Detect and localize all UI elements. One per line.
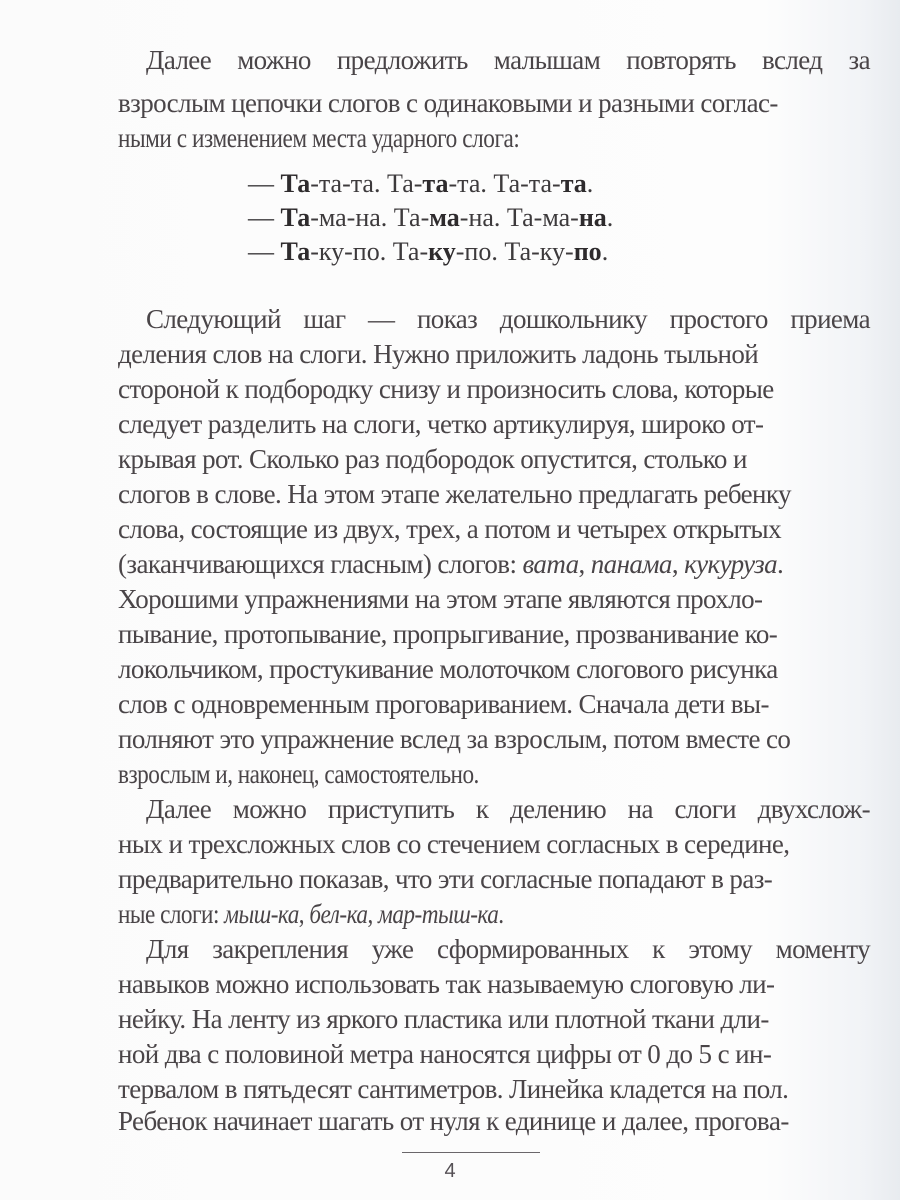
text-line: Следующий шаг — показ дошкольнику простого приема	[146, 304, 870, 334]
text-line: взрослым цепочки слогов с одинаковыми и разными соглас-	[118, 88, 778, 118]
example-word: панама	[590, 549, 672, 579]
text-line: следует разделить на слоги, четко артикулируя, широко от-	[118, 409, 764, 439]
text-line: ных и трехсложных слов со стечением согласных в середине,	[118, 829, 790, 859]
example-line: — Та-та-та. Та-та-та. Та-та-та.	[248, 169, 594, 198]
footer-rule	[402, 1152, 540, 1153]
text-line: локольчиком, простукивание молоточком слогового рисунка	[118, 654, 778, 684]
text-line: ными с изменением места ударного слога:	[118, 123, 520, 153]
text-line: предварительно показав, что эти согласные попадают в раз-	[118, 864, 773, 894]
text-line: ной два с половиной метра наносятся цифры от 0 до 5 с ин-	[118, 1039, 772, 1069]
text-line: стороной к подбородку снизу и произносить слова, которые	[118, 374, 774, 404]
text-line: слов с одновременным проговариванием. Сначала дети вы-	[118, 689, 769, 719]
text-line: Далее можно предложить малышам повторять вслед за	[146, 45, 870, 75]
example-word: вата	[522, 549, 579, 579]
text-line: Для закрепления уже сформированных к этому моменту	[146, 934, 870, 964]
text-line: нейку. На ленту из яркого пластика или плотной ткани дли-	[118, 1004, 769, 1034]
example-word: мар-тыш-ка	[378, 899, 499, 929]
text-line: ные слоги: мыш-ка, бел-ка, мар-тыш-ка.	[118, 899, 504, 929]
example-word: мыш-ка	[224, 899, 299, 929]
text-line: взрослым и, наконец, самостоятельно.	[118, 759, 479, 789]
text-line: тервалом в пятьдесят сантиметров. Линейка кладется на пол.	[118, 1074, 789, 1104]
example-word: кукуруза	[684, 549, 778, 579]
text-line: Ребенок начинает шагать от нуля к единице и далее, проговa-	[118, 1106, 789, 1136]
example-line: — Та-ку-по. Та-ку-по. Та-ку-по.	[248, 237, 609, 266]
page-number: 4	[444, 1160, 456, 1182]
text-line: деления слов на слоги. Нужно приложить ладонь тыльной	[118, 339, 759, 369]
text-line: навыков можно использовать так называемую слоговую ли-	[118, 969, 775, 999]
text-line: (заканчивающихся гласным) слогов: вата, панама, кукуруза.	[118, 549, 784, 579]
example-word: бел-ка	[309, 899, 368, 929]
text-line: крывая рот. Сколько раз подбородок опустится, столько и	[118, 444, 747, 474]
text-line: полняют это упражнение вслед за взрослым, потом вместе со	[118, 724, 791, 754]
text-line: пывание, протопывание, пропрыгивание, прозванивание ко-	[118, 619, 778, 649]
text-line: слова, состоящие из двух, трех, а потом и четырех открытых	[118, 514, 781, 544]
example-line: — Та-ма-на. Та-ма-на. Та-ма-на.	[248, 203, 614, 232]
text-line: слогов в слове. На этом этапе желательно предлагать ребенку	[118, 479, 791, 509]
text-line: Далее можно приступить к делению на слоги двухслож-	[146, 794, 870, 824]
text-line: Хорошими упражнениями на этом этапе являются прохло-	[118, 584, 763, 614]
